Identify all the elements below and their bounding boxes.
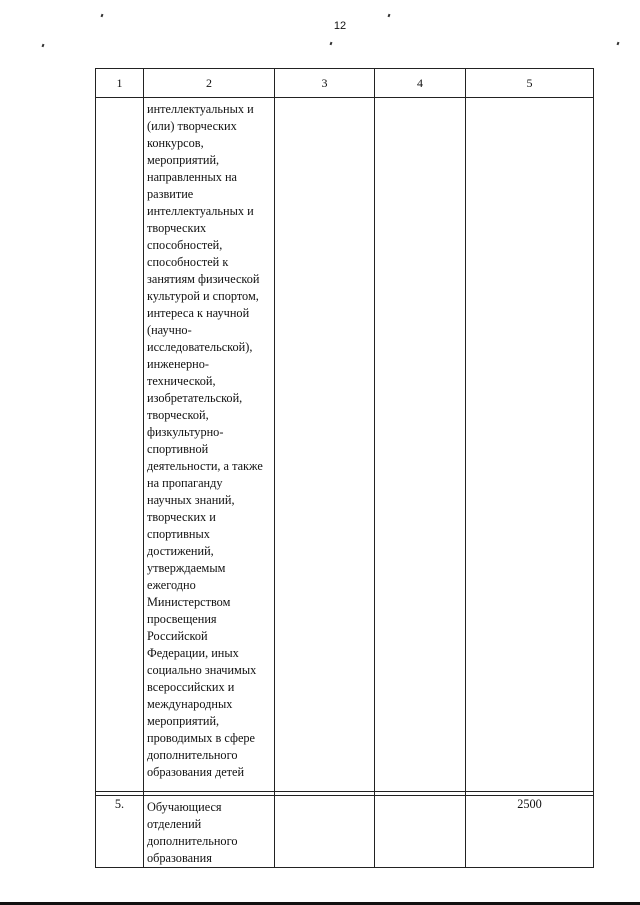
text-line: достижений, (147, 544, 214, 558)
scan-speck (101, 14, 104, 18)
cell-col-3-empty (275, 796, 375, 868)
description-text (144, 98, 274, 781)
text-line: направленных на (147, 170, 237, 184)
text-line: (научно- (147, 323, 192, 337)
header-col-2: 2 (144, 69, 275, 98)
row-number: 5. (96, 796, 144, 868)
text-line: мероприятий, (147, 153, 220, 167)
text-line: развитие (147, 187, 194, 201)
text-line: конкурсов, (147, 136, 204, 150)
text-line: (или) творческих (147, 119, 237, 133)
text-line: просвещения (147, 612, 217, 626)
text-line: дополнительного (147, 748, 238, 762)
text-line: образования детей (147, 765, 245, 779)
text-line: способностей, (147, 238, 223, 252)
text-line: творческих (147, 221, 207, 235)
table-row-5 (96, 796, 594, 868)
cell-description (144, 98, 275, 792)
text-line: спортивных (147, 527, 210, 541)
cell-col-3-empty (275, 98, 375, 792)
text-line: Обучающиеся (147, 800, 222, 814)
scan-speck (388, 14, 391, 18)
text-line: спортивной (147, 442, 209, 456)
text-line: на пропаганду (147, 476, 223, 490)
text-line: технической, (147, 374, 216, 388)
text-line: Российской (147, 629, 208, 643)
text-line: интереса к научной (147, 306, 250, 320)
text-line: творческих и (147, 510, 216, 524)
text-line: международных (147, 697, 233, 711)
text-line: научных знаний, (147, 493, 235, 507)
header-col-3: 3 (275, 69, 375, 98)
text-line: ежегодно (147, 578, 196, 592)
cell-value: 2500 (466, 796, 594, 868)
scan-speck (42, 44, 45, 48)
document-table (95, 68, 594, 868)
cell-col-4-empty (375, 796, 466, 868)
text-line: исследовательской), (147, 340, 253, 354)
text-line: интеллектуальных и (147, 102, 254, 116)
text-line: Министерством (147, 595, 231, 609)
text-line: всероссийских и (147, 680, 235, 694)
header-col-1: 1 (96, 69, 144, 98)
text-line: способностей к (147, 255, 229, 269)
header-col-5: 5 (466, 69, 594, 98)
text-line: творческой, (147, 408, 209, 422)
cell-number-empty (96, 98, 144, 792)
cell-col-5-empty (466, 98, 594, 792)
text-line: дополнительного (147, 834, 238, 848)
header-col-4: 4 (375, 69, 466, 98)
text-line: мероприятий, (147, 714, 220, 728)
text-line: интеллектуальных и (147, 204, 254, 218)
text-line: социально значимых (147, 663, 257, 677)
text-line: проводимых в сфере (147, 731, 256, 745)
text-line: культурой и спортом, (147, 289, 259, 303)
text-line: образования (147, 851, 212, 865)
cell-col-4-empty (375, 98, 466, 792)
table-row-continued (96, 98, 594, 792)
text-line: утверждаемым (147, 561, 226, 575)
scan-speck (617, 42, 620, 46)
text-line: инженерно- (147, 357, 209, 371)
page-number: 12 (333, 20, 347, 32)
text-line: отделений (147, 817, 202, 831)
text-line: изобретательской, (147, 391, 243, 405)
description-text (144, 796, 274, 867)
scan-speck (330, 42, 333, 46)
cell-description (144, 796, 275, 868)
text-line: физкультурно- (147, 425, 224, 439)
text-line: деятельности, а также (147, 459, 263, 473)
table-header-row (96, 69, 594, 98)
text-line: занятиям физической (147, 272, 260, 286)
text-line: Федерации, иных (147, 646, 239, 660)
